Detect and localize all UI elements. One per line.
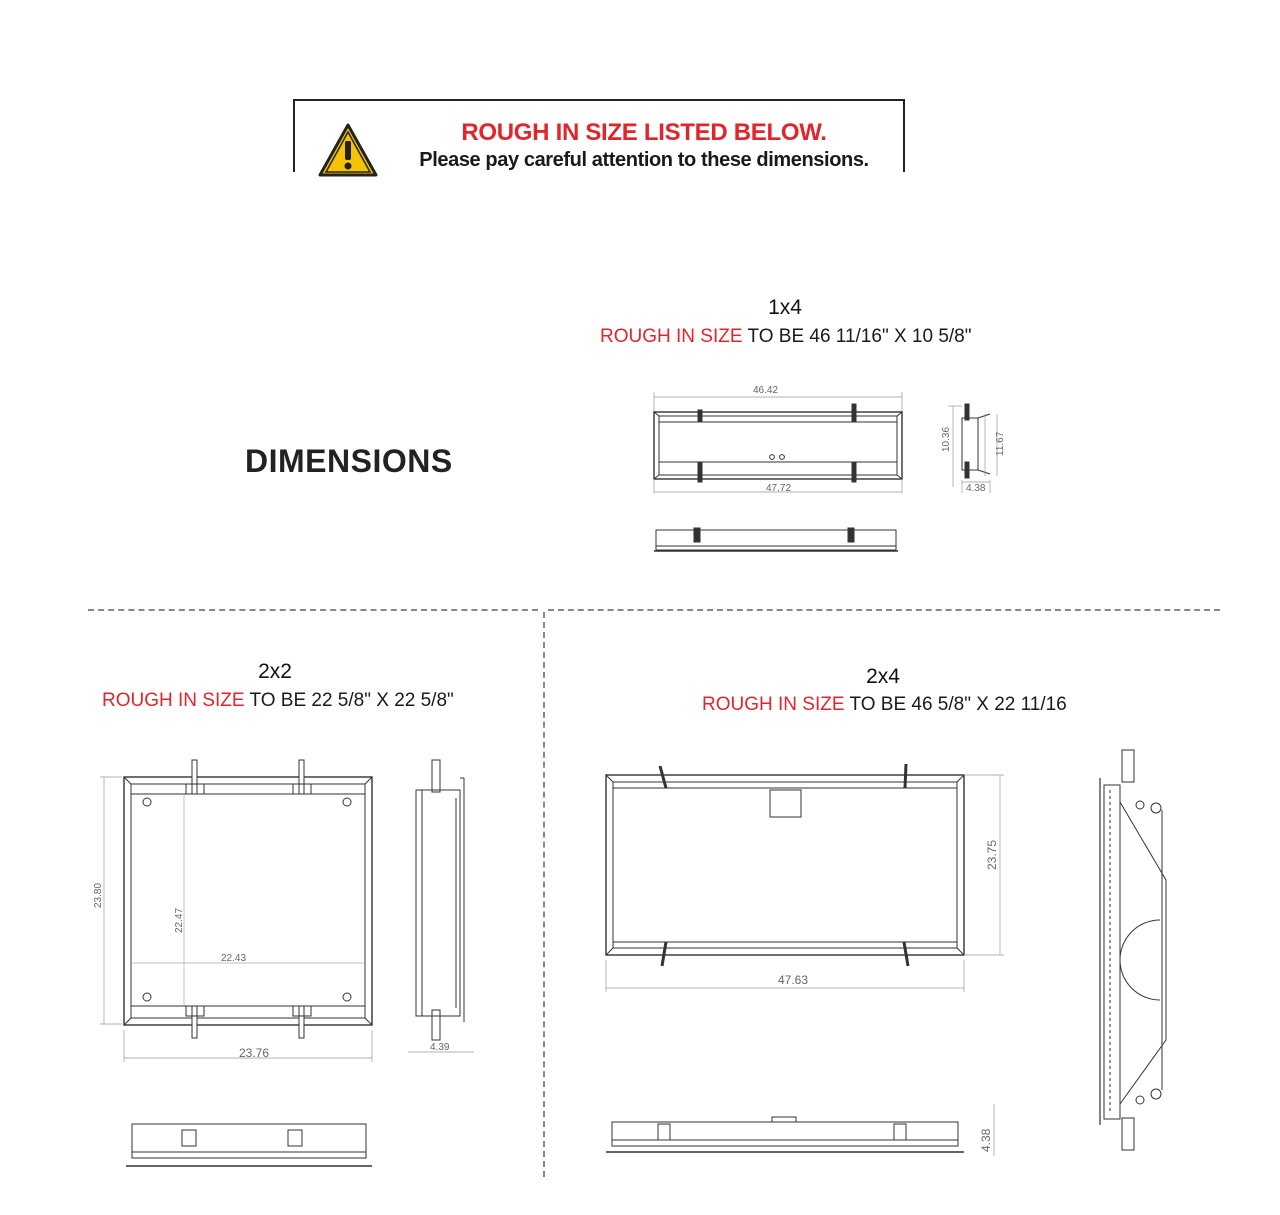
- dim-2x2-side-depth: 4.39: [430, 1042, 450, 1053]
- dim-2x4-height: 23.75: [985, 839, 999, 870]
- drawing-2x2-bottom: [126, 1124, 372, 1166]
- dim-1x4-bottom-width: 47.72: [766, 483, 792, 494]
- dim-1x4-side-depth: 4.38: [966, 483, 986, 494]
- rough-size-2x4: TO BE 46 5/8" X 22 11/16: [844, 694, 1067, 715]
- dim-2x4-width: 47.63: [778, 973, 809, 987]
- rough-size-1x4: TO BE 46 11/16" X 10 5/8": [742, 326, 972, 347]
- drawing-2x4-bottom: [606, 1104, 994, 1156]
- rough-label-2x2: ROUGH IN SIZE: [102, 690, 245, 711]
- dim-2x4-depth: 4.38: [979, 1128, 993, 1152]
- drawing-1x4-bottom: [654, 528, 898, 551]
- dim-1x4-side-total: 11.67: [995, 431, 1006, 456]
- title-2x4: 2x4: [866, 665, 900, 688]
- drawing-1x4-side: [948, 404, 997, 493]
- title-2x2: 2x2: [258, 660, 292, 683]
- notice-subtext: Please pay careful attention to these dimensions.: [419, 149, 869, 171]
- rough-size-2x2: TO BE 22 5/8" X 22 5/8": [244, 690, 454, 711]
- dim-1x4-side-height: 10.36: [941, 426, 952, 452]
- rough-label-1x4: ROUGH IN SIZE: [600, 326, 743, 347]
- rough-label-2x4: ROUGH IN SIZE: [702, 694, 845, 715]
- drawing-2x2-side: [408, 760, 474, 1052]
- dim-2x2-inner-height: 22.47: [174, 907, 185, 933]
- dim-1x4-top-width: 46.42: [753, 385, 779, 396]
- drawing-2x4-front: [606, 764, 1004, 992]
- dim-2x2-inner-width: 22.43: [221, 953, 247, 964]
- dim-2x2-outer-height: 23.80: [93, 882, 104, 908]
- notice-heading: ROUGH IN SIZE LISTED BELOW.: [461, 119, 827, 146]
- drawing-2x2-front: [100, 760, 372, 1062]
- drawing-2x4-side: [1100, 750, 1166, 1150]
- drawing-1x4-front: [654, 392, 902, 493]
- dim-2x2-outer-width: 23.76: [239, 1046, 270, 1060]
- page-title: DIMENSIONS: [245, 443, 453, 479]
- title-1x4: 1x4: [768, 296, 802, 319]
